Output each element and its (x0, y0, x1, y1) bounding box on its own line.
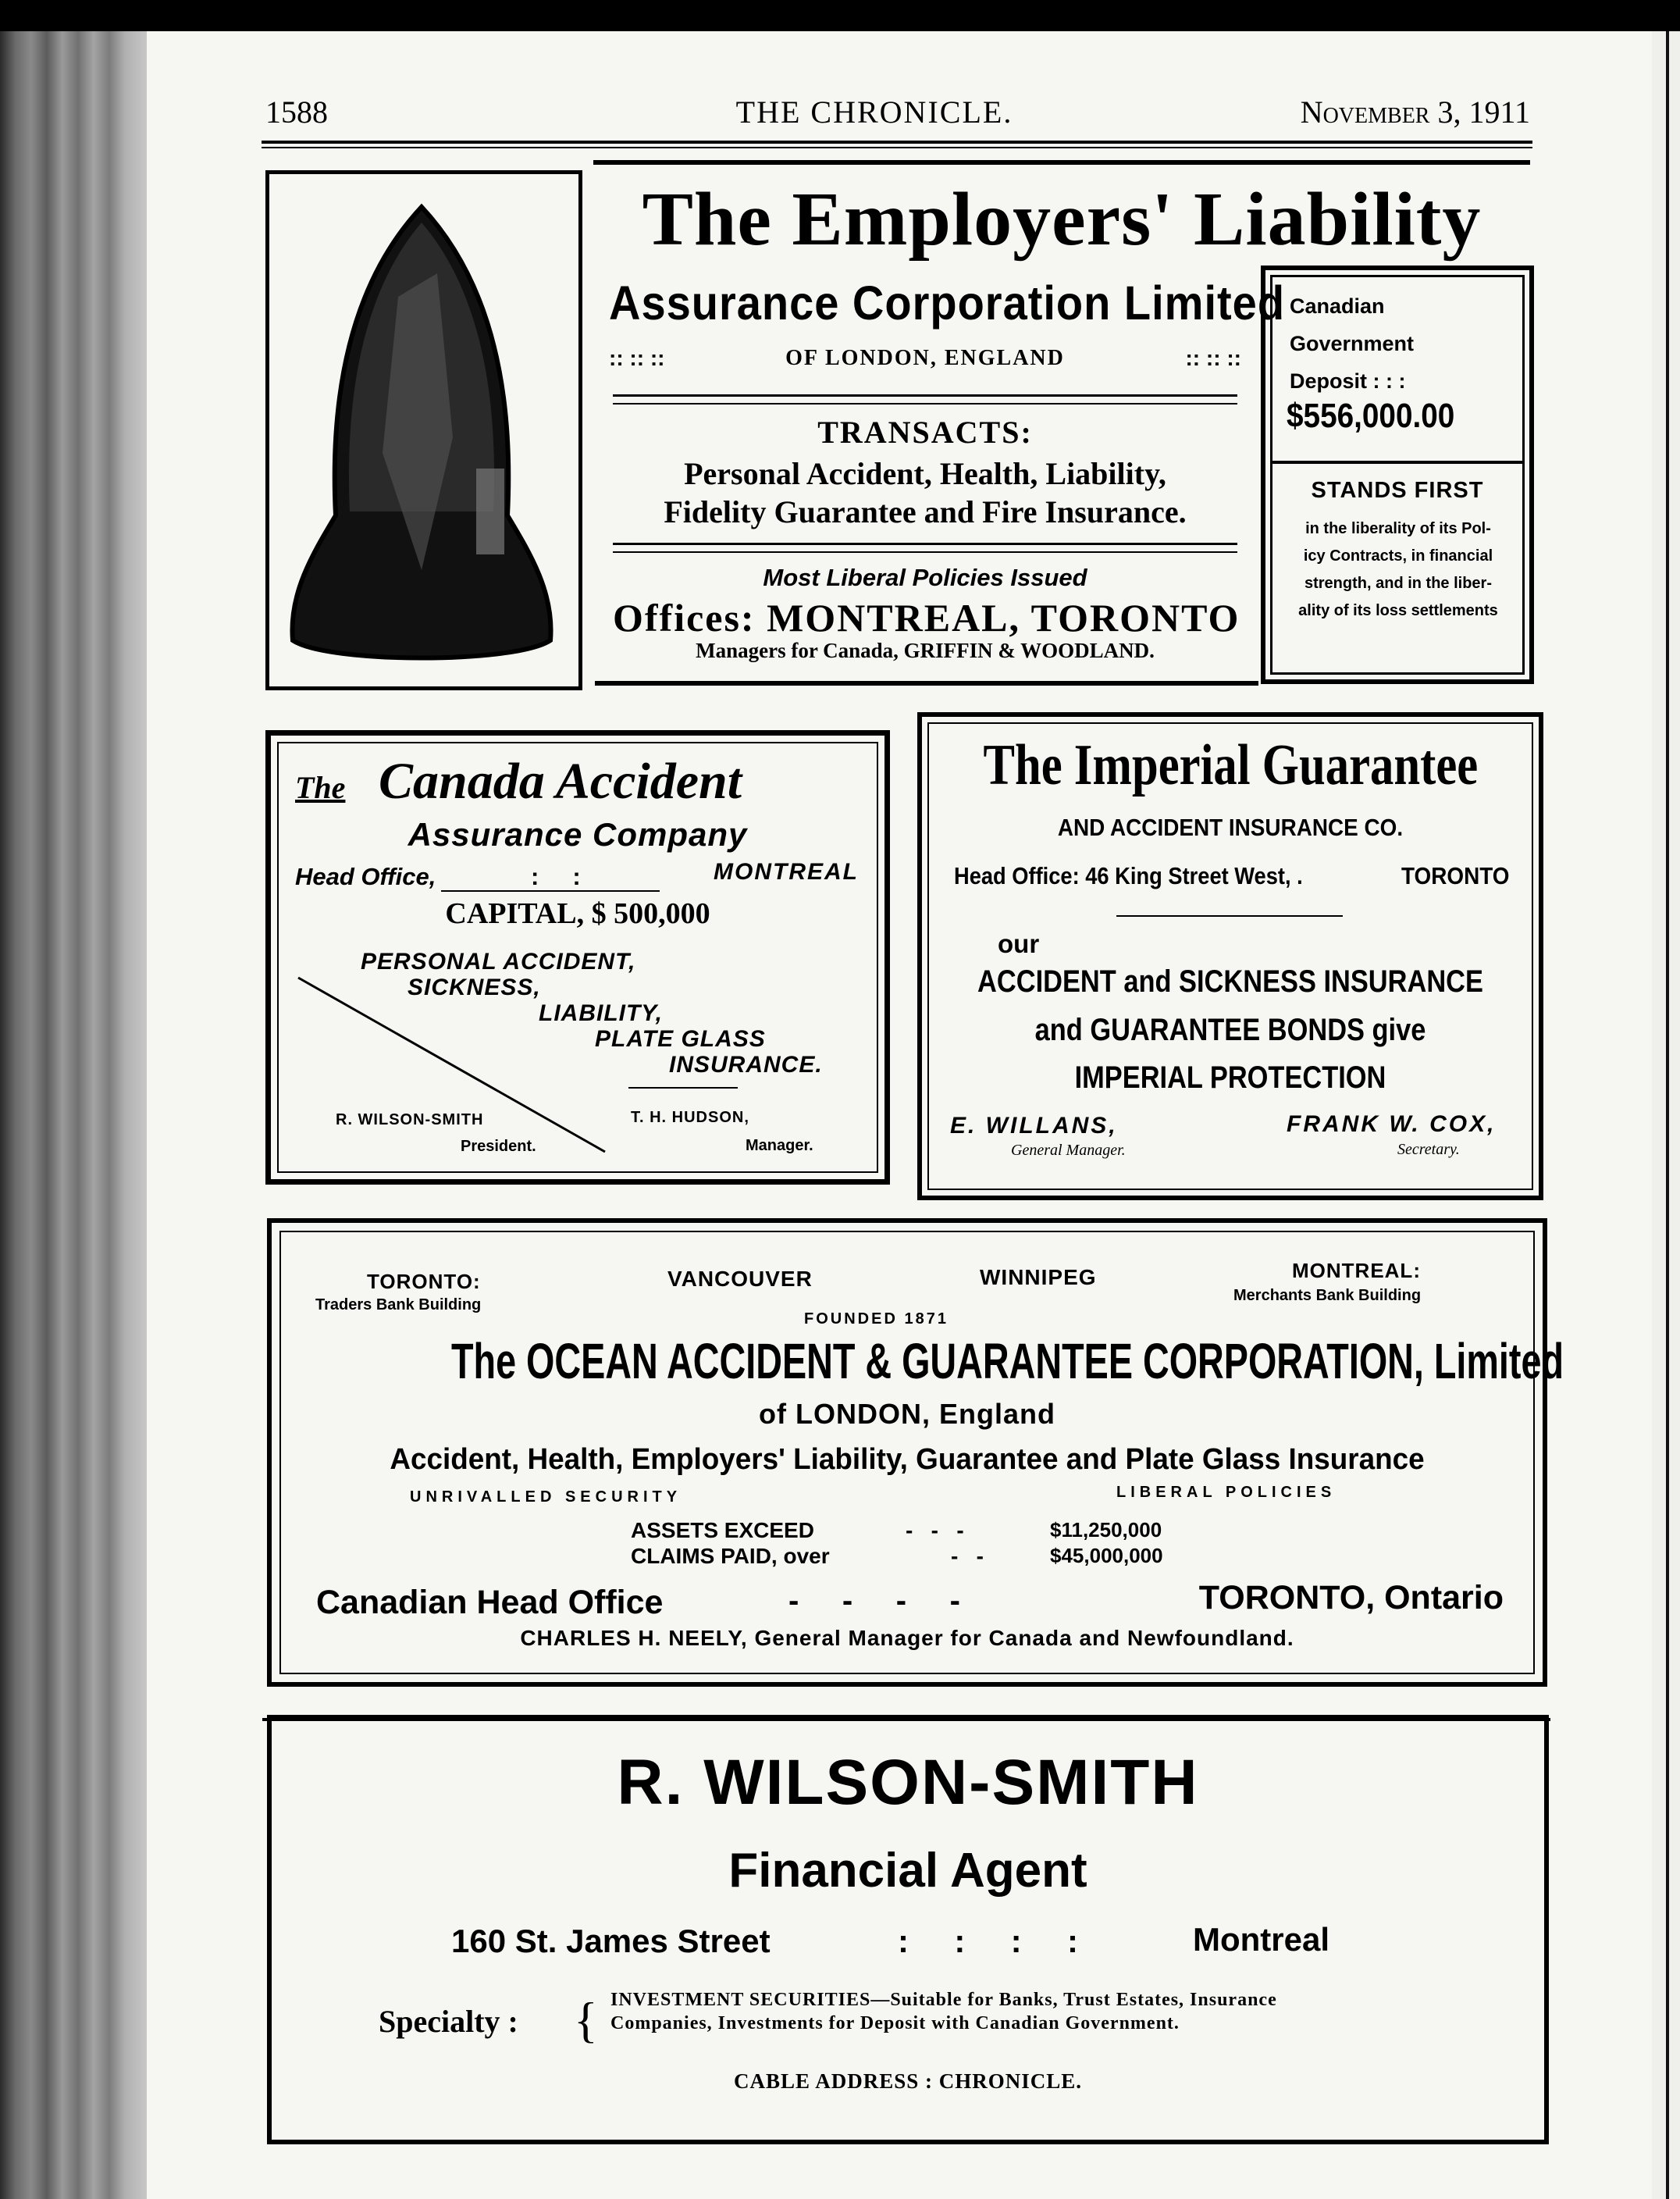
agent-name: R. WILSON-SMITH (617, 1747, 1199, 1818)
frame-rule (262, 1718, 1550, 1721)
office-winnipeg: WINNIPEG (980, 1265, 1097, 1289)
agent-address: 160 St. James Street (451, 1923, 771, 1959)
our-label: our (998, 929, 1040, 958)
brace-icon: { (574, 1992, 598, 2048)
coverage-line-5: INSURANCE. (669, 1052, 823, 1078)
office-toronto-building: Traders Bank Building (315, 1296, 482, 1313)
president-name: R. WILSON-SMITH (336, 1111, 484, 1128)
head-office-dashes: - - - - (788, 1584, 960, 1618)
company-title: The Employers' Liability (642, 177, 1482, 262)
coverage-line-1: PERSONAL ACCIDENT, (361, 949, 636, 975)
ocean-origin: of LONDON, England (759, 1398, 1055, 1430)
imperial-line-2: and GUARANTEE BONDS give (1034, 1013, 1426, 1047)
gm-title: General Manager. (1011, 1142, 1126, 1159)
ocean-manager: CHARLES H. NEELY, General Manager for Canada and Newfoundland. (520, 1626, 1294, 1650)
company-subtitle: Assurance Corporation Limited (609, 275, 1286, 330)
assets-value: $11,250,000 (1050, 1518, 1162, 1541)
origin-marks-left: :: :: :: (609, 346, 665, 370)
deposit-divider (1272, 461, 1522, 464)
specialty-label: Specialty : (379, 2004, 518, 2039)
transacts-label: TRANSACTS: (817, 415, 1033, 450)
divider (613, 394, 1237, 397)
canada-accident-subtitle: Assurance Company (408, 816, 748, 853)
claims-value: $45,000,000 (1050, 1544, 1163, 1567)
cable-address: CABLE ADDRESS : CHRONICLE. (733, 2069, 1083, 2093)
issue-date: November 3, 1911 (1300, 94, 1530, 130)
claims-dashes: - - (951, 1544, 984, 1568)
unrivalled-security: UNRIVALLED SECURITY (410, 1488, 682, 1506)
assets-dashes: - - - (906, 1518, 964, 1542)
header-rule (262, 141, 1532, 144)
capital: CAPITAL, $ 500,000 (445, 897, 710, 930)
underline (628, 1087, 738, 1089)
ad-bottom-rule (595, 681, 1258, 686)
shield-emblem-icon (281, 203, 562, 664)
office-toronto: TORONTO: (367, 1270, 481, 1293)
origin-marks-right: :: :: :: (1185, 346, 1241, 370)
the-label: The (295, 770, 346, 805)
underline (441, 890, 660, 892)
imperial-title: The Imperial Guarantee (983, 733, 1479, 797)
imperial-city: TORONTO (1401, 862, 1510, 889)
head-office-colons: : : (531, 863, 581, 890)
office-montreal: MONTREAL: (1292, 1259, 1421, 1282)
canadian-head-office: Canadian Head Office (316, 1584, 664, 1621)
canada-accident-title: Canada Accident (379, 753, 742, 810)
ad-top-rule (593, 160, 1530, 165)
agent-city: Montreal (1193, 1921, 1330, 1958)
agent-role: Financial Agent (728, 1844, 1087, 1898)
specialty-line-1: INVESTMENT SECURITIES—Suitable for Banks, Trust Estates, Insurance (610, 1990, 1277, 2010)
header-rule-thin (262, 147, 1532, 148)
coverage-line-3: LIABILITY, (539, 1000, 663, 1026)
manager-title: Manager. (746, 1137, 813, 1154)
deposit-amount: $556,000.00 (1287, 397, 1455, 435)
imperial-line-1: ACCIDENT and SICKNESS INSURANCE (977, 964, 1483, 999)
divider (613, 543, 1237, 545)
deposit-label: Canadian Government Deposit : : : (1290, 294, 1415, 393)
coverage-line-2: SICKNESS, (408, 975, 541, 1000)
lines-of-business-2: Fidelity Guarantee and Fire Insurance. (664, 494, 1187, 529)
assets-label: ASSETS EXCEED (631, 1518, 814, 1542)
head-office-label: Head Office, (295, 863, 436, 890)
manager-name: T. H. HUDSON, (631, 1109, 749, 1126)
divider (1116, 915, 1343, 917)
ocean-lines: Accident, Health, Employers' Liability, Guarantee and Plate Glass Insurance (390, 1443, 1425, 1476)
liberal-policies: Most Liberal Policies Issued (763, 564, 1087, 591)
president-title: President. (461, 1138, 536, 1155)
stands-first-text: in the liberality of its Pol- icy Contracts, in financial strength, and in the liber- ality of its loss settlements (1298, 520, 1498, 619)
managers: Managers for Canada, GRIFFIN & WOODLAND. (696, 639, 1155, 662)
founded: FOUNDED 1871 (804, 1310, 949, 1328)
origin-text: OF LONDON, ENGLAND (785, 346, 1065, 370)
office-montreal-building: Merchants Bank Building (1233, 1287, 1422, 1304)
book-spine (0, 31, 147, 2199)
stands-first: STANDS FIRST (1311, 478, 1484, 503)
address-colons: : : : : (898, 1923, 1078, 1959)
imperial-line-3: IMPERIAL PROTECTION (1074, 1060, 1386, 1095)
next-page-edge (1652, 31, 1680, 2199)
ocean-title: The OCEAN ACCIDENT & GUARANTEE CORPORATION, Limited (451, 1333, 1564, 1389)
imperial-subtitle: AND ACCIDENT INSURANCE CO. (1057, 814, 1404, 841)
journal-title: THE CHRONICLE. (735, 94, 1013, 130)
head-office-city: MONTREAL (714, 859, 859, 885)
lines-of-business-1: Personal Accident, Health, Liability, (684, 456, 1166, 491)
secretary-name: FRANK W. COX, (1287, 1111, 1497, 1137)
imperial-head-office: Head Office: 46 King Street West, . (954, 862, 1303, 889)
head-office-city: TORONTO, Ontario (1198, 1579, 1504, 1616)
page-number: 1588 (265, 94, 328, 130)
offices: Offices: MONTREAL, TORONTO (613, 596, 1240, 640)
specialty-line-2: Companies, Investments for Deposit with Canadian Government. (610, 2013, 1180, 2033)
office-vancouver: VANCOUVER (667, 1267, 813, 1291)
secretary-title: Secretary. (1397, 1141, 1460, 1158)
coverage-line-4: PLATE GLASS (595, 1026, 766, 1052)
liberal-policies: LIBERAL POLICIES (1116, 1484, 1337, 1501)
claims-label: CLAIMS PAID, over (631, 1544, 830, 1568)
divider-thin (613, 551, 1237, 553)
origin-line (609, 346, 1241, 371)
divider-thin (613, 403, 1237, 405)
gm-name: E. WILLANS, (950, 1113, 1118, 1139)
scan-top-border (0, 0, 1680, 31)
